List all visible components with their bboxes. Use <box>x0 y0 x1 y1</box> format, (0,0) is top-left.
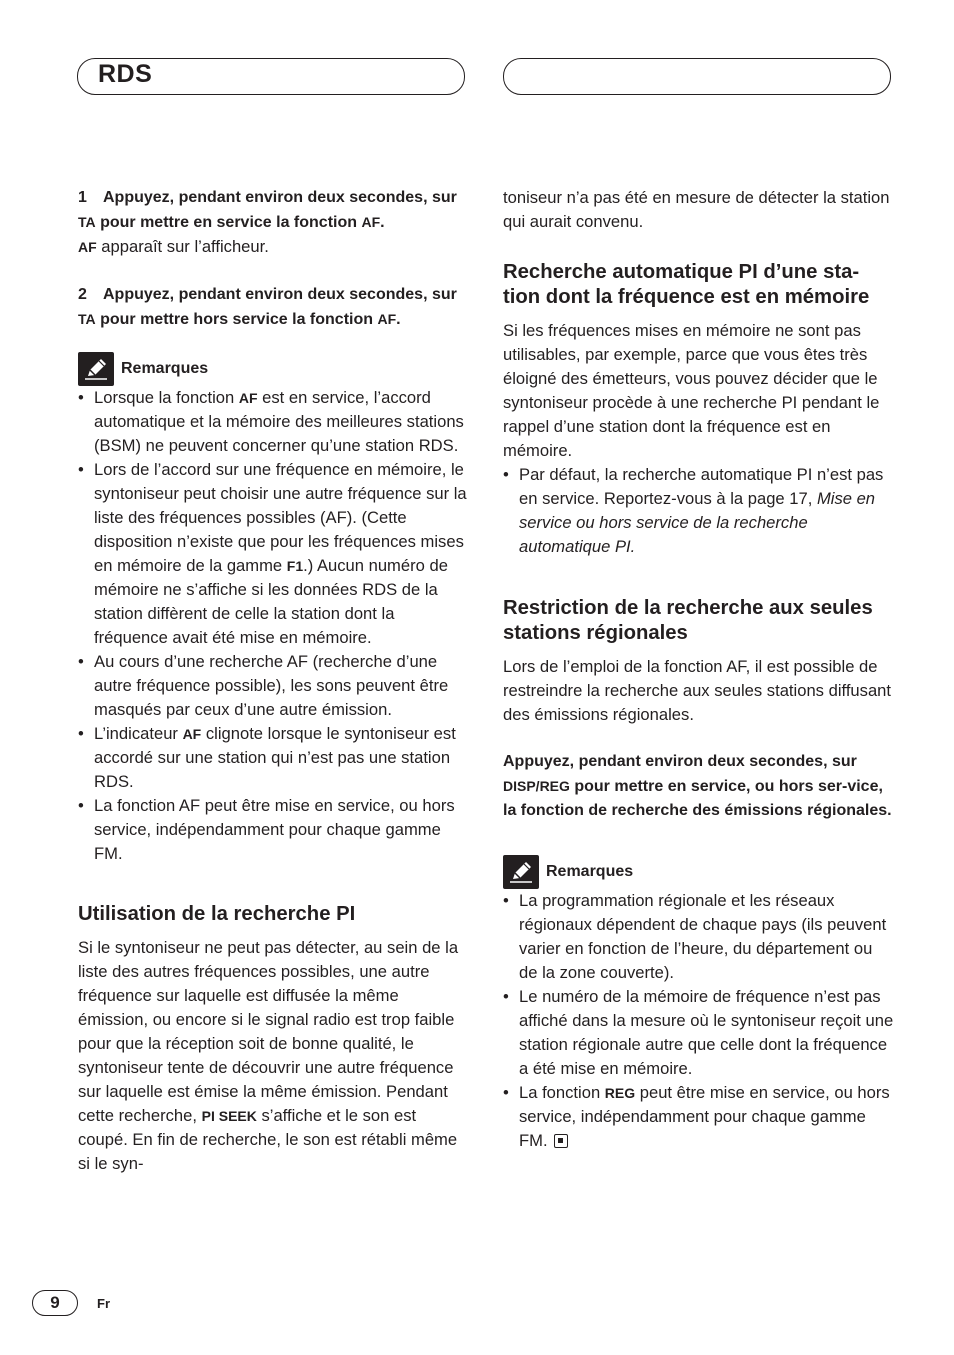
list-item: • Le numéro de la mémoire de fréquence n’est pas affiché dans la mesure où le syntoniseur reçoit une station régionale autre que celle dont la fréquence a été mise en mémoire. <box>503 985 895 1081</box>
notes-list <box>503 889 895 1153</box>
notes-header <box>78 352 470 386</box>
note-text: L’indicateur <box>94 724 183 743</box>
instruction-text: pour mettre en service, ou hors ser-vice, la fonction de recherche des émissions régionales. <box>503 778 892 819</box>
note-text: Lors de l’accord sur une fréquence en mémoire, le syntoniseur peut choisir une autre fréquence sur la liste des fréquences possibles (AF). (Cette disposition n’existe que pour les fréquences mises en mémoire de la gamme <box>94 460 467 575</box>
note-text: clignote lorsque le syntoniseur est accordé sur une station qui n’est pas une station RDS. <box>94 724 456 791</box>
language-label: Fr <box>97 1296 110 1311</box>
left-column <box>78 186 470 1176</box>
display-indicator: AF <box>78 239 97 255</box>
step-text: Appuyez, pendant environ deux secondes, sur <box>103 286 457 303</box>
note-text: Lorsque la fonction <box>94 388 239 407</box>
note-text: . <box>630 537 636 556</box>
section-heading: Recherche automatique PI d’une sta-tion dont la fréquence est en mémoire <box>503 261 870 308</box>
list-item <box>78 458 470 650</box>
list-item: • Au cours d’une recherche AF (recherche d’une autre fréquence possible), les sons peuvent être masqués par ceux d’une autre émission. <box>78 650 470 722</box>
step-1 <box>78 186 470 235</box>
section-title: RDS <box>98 60 153 88</box>
body-text: s’affiche et le son est coupé. En fin de recherche, le son est rétabli même si le syn- <box>78 1106 458 1173</box>
key-label: AF <box>361 214 381 230</box>
step-text: pour mettre en service la fonction <box>95 214 362 231</box>
section-body: Lors de l’emploi de la fonction AF, il est possible de restreindre la recherche aux seules stations diffusant des émissions régionales. <box>503 657 892 724</box>
key-label: DISP/REG <box>503 778 570 794</box>
display-indicator: PI SEEK <box>201 1108 257 1124</box>
notes-label: Remarques <box>546 863 634 880</box>
step-number: 1 <box>78 189 87 206</box>
list-item: • La programmation régionale et les réseaux régionaux dépendent de chaque pays (ils peuvent varier en fonction de l’heure, du département ou de la zone couverte). <box>503 889 895 985</box>
note-pencil-icon <box>78 352 114 386</box>
note-text: peut être mise en service, ou hors service, indépendamment pour chaque gamme FM. <box>519 1083 890 1150</box>
notes-header <box>503 855 895 889</box>
step-text: pour mettre hors service la fonction <box>95 311 378 328</box>
body-text: Si le syntoniseur ne peut pas détecter, au sein de la liste des autres fréquences possibles, une autre fréquence sur laquelle est diffusée la même émission, ou encore si le signal radio est trop faible pour que la réception soit de bonne qualité, le syntoniseur tente de découvrir une autre fréquence sur laquelle est émise la même émission. Pendant cette recherche, <box>78 938 459 1125</box>
section-body: Si les fréquences mises en mémoire ne sont pas utilisables, par exemple, parce que vous êtes très éloigné des émetteurs, vous pouvez décider que le syntoniseur procède à une recherche PI pendant le rappel d’une station dont la fréquence est en mémoire. <box>503 321 880 460</box>
note-text: est en service, l’accord automatique et la mémoire des meilleures stations (BSM) ne peuvent concerner qu’une station RDS. <box>94 388 464 455</box>
key-label: TA <box>78 311 96 327</box>
step-number: 2 <box>78 286 87 303</box>
page-reference: Mise en service ou hors service de la recherche automatique PI <box>519 489 876 556</box>
instruction-text: Appuyez, pendant environ deux secondes, sur <box>503 753 857 770</box>
notes-label: Remarques <box>121 360 209 377</box>
note-text: .) Aucun numéro de mémoire ne s’affiche si les données RDS de la station diffèrent de celle la station dont la fréquence avait été mise en mémoire. <box>94 556 448 647</box>
section-header-left <box>77 58 465 95</box>
list-item <box>503 463 895 559</box>
key-label: AF <box>377 311 397 327</box>
continued-text: toniseur n’a pas été en mesure de détecter la station qui aurait convenu. <box>503 188 890 231</box>
display-indicator: AF <box>182 726 202 742</box>
info-list <box>503 463 895 559</box>
display-indicator: AF <box>238 390 258 406</box>
right-column <box>503 186 895 1153</box>
key-label: TA <box>78 214 96 230</box>
note-text: La fonction <box>519 1083 605 1102</box>
list-item <box>78 386 470 458</box>
step-2 <box>78 283 470 332</box>
page-number: 9 <box>32 1290 78 1316</box>
note-pencil-icon <box>503 855 539 889</box>
section-body <box>78 936 470 1176</box>
key-label: REG <box>604 1085 636 1101</box>
step-1-result <box>78 235 470 259</box>
section-heading: Utilisation de la recherche PI <box>78 903 356 925</box>
note-text: Par défaut, la recherche automatique PI n’est pas en service. Reportez-vous à la page 17, <box>519 465 884 508</box>
list-item <box>503 1081 895 1153</box>
display-indicator: F1 <box>286 558 304 574</box>
section-heading: Restriction de la recherche aux seules stations régionales <box>503 597 873 644</box>
section-header-right <box>503 58 891 95</box>
result-text: apparaît sur l’afficheur. <box>96 237 269 256</box>
step-text: . <box>396 311 401 328</box>
end-of-section-icon <box>554 1134 568 1148</box>
step-text: . <box>380 214 385 231</box>
notes-list <box>78 386 470 866</box>
list-item: • La fonction AF peut être mise en service, ou hors service, indépendamment pour chaque gamme FM. <box>78 794 470 866</box>
list-item <box>78 722 470 794</box>
instruction <box>503 750 895 823</box>
step-text: Appuyez, pendant environ deux secondes, sur <box>103 189 457 206</box>
